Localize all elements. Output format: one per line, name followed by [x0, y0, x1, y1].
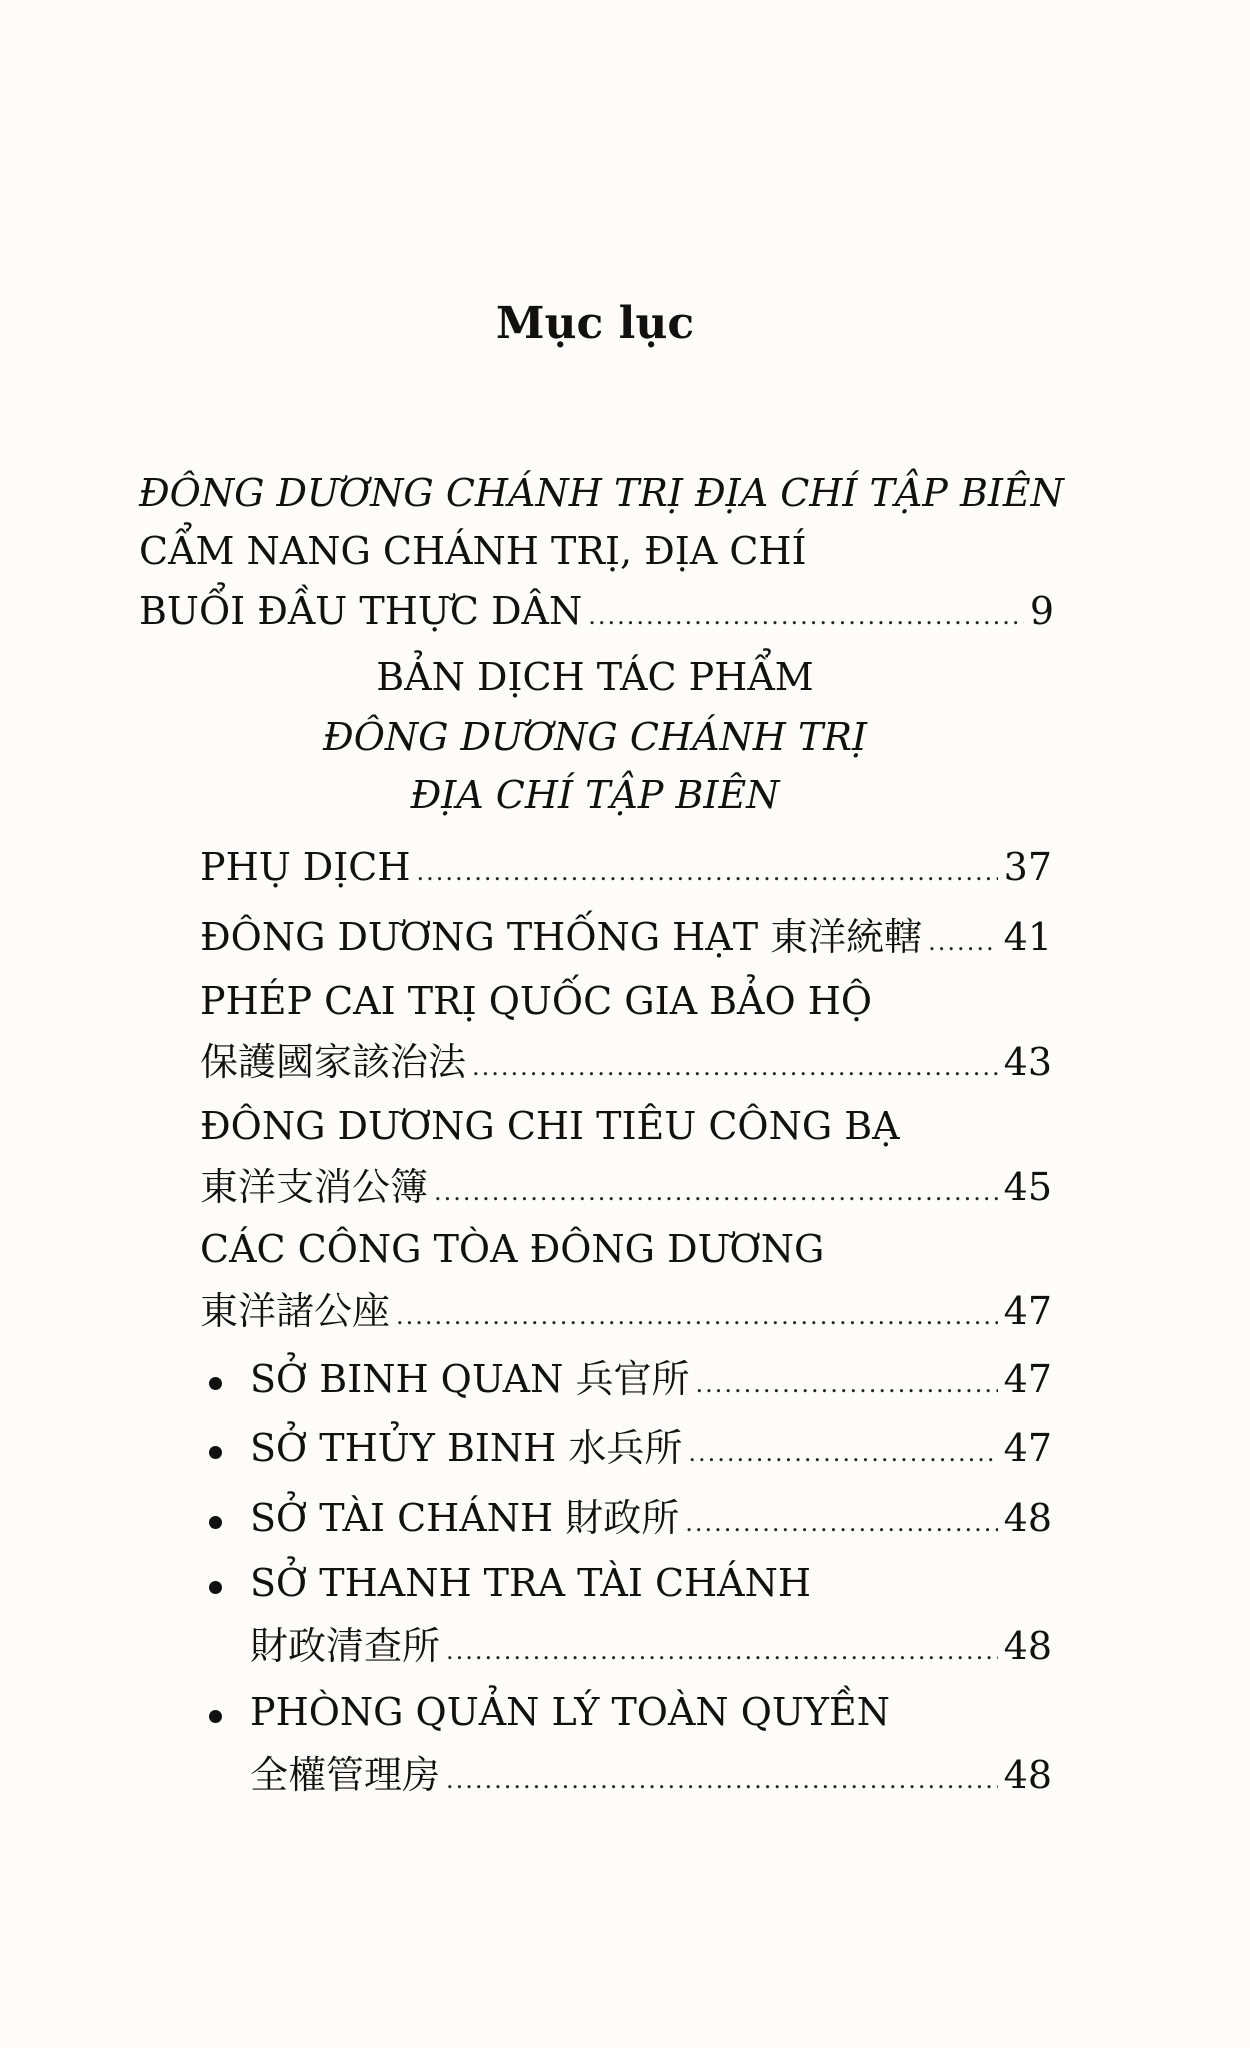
entry-label: 東洋支消公簿 — [200, 1165, 429, 1209]
page-number: 48 — [1003, 1753, 1052, 1797]
entry-label-line1: SỞ THANH TRA TÀI CHÁNH — [250, 1561, 811, 1605]
entry-label-line1: PHÉP CAI TRỊ QUỐC GIA BẢO HỘ — [200, 979, 873, 1023]
section2-line3: ĐỊA CHÍ TẬP BIÊN — [410, 773, 780, 817]
entry-label-line1: CÁC CÔNG TÒA ĐÔNG DƯƠNG — [200, 1227, 825, 1271]
page-number: 47 — [1003, 1289, 1052, 1333]
page-title: Mục lục — [495, 298, 695, 349]
toc-bullet-entry — [250, 1624, 1052, 1668]
page-number: 47 — [1003, 1357, 1052, 1401]
entry-label-line1: PHÒNG QUẢN LÝ TOÀN QUYỀN — [250, 1690, 890, 1734]
toc-entry-section1 — [139, 589, 1054, 633]
entry-label: ĐÔNG DƯƠNG THỐNG HẠT 東洋統轄 — [200, 915, 923, 959]
section2-line1: BẢN DỊCH TÁC PHẨM — [376, 655, 814, 699]
page-number: 48 — [1003, 1624, 1052, 1668]
entry-label-line1: ĐÔNG DƯƠNG CHI TIÊU CÔNG BẠ — [200, 1104, 900, 1148]
entry-label: 保護國家該治法 — [200, 1040, 467, 1084]
bullet-icon — [209, 1710, 222, 1723]
section1-line1: ĐÔNG DƯƠNG CHÁNH TRỊ ĐỊA CHÍ TẬP BIÊN — [139, 471, 1064, 515]
toc-bullet-entry — [250, 1496, 1052, 1540]
toc-entry — [200, 845, 1052, 889]
entry-label: SỞ BINH QUAN 兵官所 — [250, 1357, 690, 1401]
toc-entry — [200, 1289, 1052, 1333]
entry-label: BUỔI ĐẦU THỰC DÂN — [139, 589, 583, 633]
toc-entry — [200, 1040, 1052, 1084]
page-number: 37 — [1003, 845, 1052, 889]
dot-leader — [928, 930, 997, 954]
dot-leader — [685, 1511, 997, 1535]
dot-leader — [434, 1180, 998, 1204]
dot-leader — [417, 860, 998, 884]
page-number: 48 — [1003, 1496, 1052, 1540]
page-number: 9 — [1029, 589, 1054, 633]
entry-label: SỞ THỦY BINH 水兵所 — [250, 1426, 683, 1470]
bullet-icon — [209, 1516, 222, 1529]
bullet-icon — [209, 1377, 222, 1390]
toc-bullet-entry — [250, 1753, 1052, 1797]
toc-bullet-entry — [250, 1357, 1052, 1401]
entry-label: 財政清查所 — [250, 1624, 441, 1668]
page-number: 41 — [1003, 915, 1052, 959]
dot-leader — [472, 1055, 998, 1079]
bullet-icon — [209, 1446, 222, 1459]
dot-leader — [446, 1768, 998, 1792]
bullet-icon — [209, 1581, 222, 1594]
entry-label: 東洋諸公座 — [200, 1289, 391, 1333]
toc-entry — [200, 915, 1052, 959]
entry-label: PHỤ DỊCH — [200, 845, 411, 889]
page-number: 47 — [1003, 1426, 1052, 1470]
toc-entry — [200, 1165, 1052, 1209]
section2-line2: ĐÔNG DƯƠNG CHÁNH TRỊ — [323, 715, 867, 759]
section1-line2: CẨM NANG CHÁNH TRỊ, ĐỊA CHÍ — [139, 529, 807, 573]
dot-leader — [695, 1372, 997, 1396]
toc-bullet-entry — [250, 1426, 1052, 1470]
dot-leader — [446, 1639, 998, 1663]
dot-leader — [688, 1441, 997, 1465]
page-number: 43 — [1003, 1040, 1052, 1084]
dot-leader — [588, 604, 1024, 628]
dot-leader — [396, 1304, 998, 1328]
entry-label: 全權管理房 — [250, 1753, 441, 1797]
page-number: 45 — [1003, 1165, 1052, 1209]
entry-label: SỞ TÀI CHÁNH 財政所 — [250, 1496, 680, 1540]
